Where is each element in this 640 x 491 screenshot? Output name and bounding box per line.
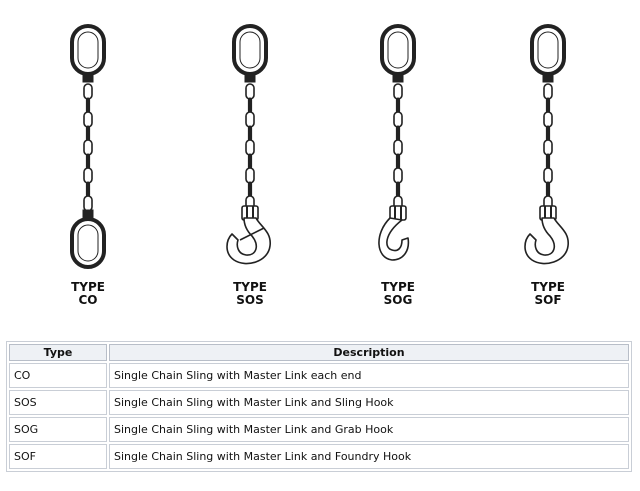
chain-link (248, 98, 251, 113)
chain-link (394, 112, 402, 127)
grab-hook (379, 218, 408, 260)
chain-link (84, 168, 92, 183)
chain-link (544, 84, 552, 99)
chain-link (396, 126, 399, 141)
table-row (9, 444, 629, 469)
chain-link (396, 182, 399, 197)
cell-description: Single Chain Sling with Master Link and Foundry Hook (109, 444, 629, 469)
sling-co (72, 26, 104, 267)
type-code: SOG (383, 293, 413, 307)
foundry-hook (525, 218, 568, 264)
chain-link (546, 98, 549, 113)
chain-link (86, 126, 89, 141)
chain-link (84, 196, 92, 211)
type-code: SOS (236, 293, 264, 307)
type-word: TYPE (531, 280, 565, 294)
table-row (9, 417, 629, 442)
chain-link (546, 154, 549, 169)
cell-description: Single Chain Sling with Master Link and Grab Hook (109, 417, 629, 442)
type-label-sos (205, 281, 295, 307)
type-label-sof (503, 281, 593, 307)
cell-type: SOF (9, 444, 107, 469)
chain-link (248, 182, 251, 197)
chain-link (396, 98, 399, 113)
type-word: TYPE (71, 280, 105, 294)
connector-link (83, 210, 93, 218)
chain-link (246, 168, 254, 183)
cell-type: CO (9, 363, 107, 388)
type-code: SOF (534, 293, 562, 307)
chain-link (546, 182, 549, 197)
connector-link (245, 74, 255, 82)
chain-link (396, 154, 399, 169)
chain-link (86, 182, 89, 197)
chain-link (84, 84, 92, 99)
sling-sog (379, 26, 414, 260)
chain-link (84, 112, 92, 127)
table-row (9, 363, 629, 388)
type-label-sog (353, 281, 443, 307)
chain-link (544, 168, 552, 183)
chain-link (86, 98, 89, 113)
chain-link (546, 126, 549, 141)
connector-link (83, 74, 93, 82)
chain-link (394, 168, 402, 183)
cell-type: SOG (9, 417, 107, 442)
type-word: TYPE (381, 280, 415, 294)
chain-link (544, 140, 552, 155)
sling-type-table (6, 341, 632, 472)
connector-link (543, 74, 553, 82)
chain-link (248, 126, 251, 141)
connector-link (393, 74, 403, 82)
chain-link (246, 84, 254, 99)
cell-description: Single Chain Sling with Master Link each end (109, 363, 629, 388)
chain-link (544, 112, 552, 127)
sling-sof (525, 26, 568, 264)
type-label-co (43, 281, 133, 307)
cell-description: Single Chain Sling with Master Link and Sling Hook (109, 390, 629, 415)
chain-link (246, 112, 254, 127)
sling-hook (227, 218, 270, 264)
chain-link (248, 154, 251, 169)
sling-sos (227, 26, 270, 264)
table-header-row (9, 344, 629, 361)
type-word: TYPE (233, 280, 267, 294)
chain-link (84, 140, 92, 155)
table-row (9, 390, 629, 415)
chain-link (394, 140, 402, 155)
type-code: CO (78, 293, 98, 307)
chain-link (246, 140, 254, 155)
cell-type: SOS (9, 390, 107, 415)
chain-link (86, 154, 89, 169)
chain-link (394, 84, 402, 99)
header-description: Description (109, 344, 629, 361)
header-type: Type (9, 344, 107, 361)
